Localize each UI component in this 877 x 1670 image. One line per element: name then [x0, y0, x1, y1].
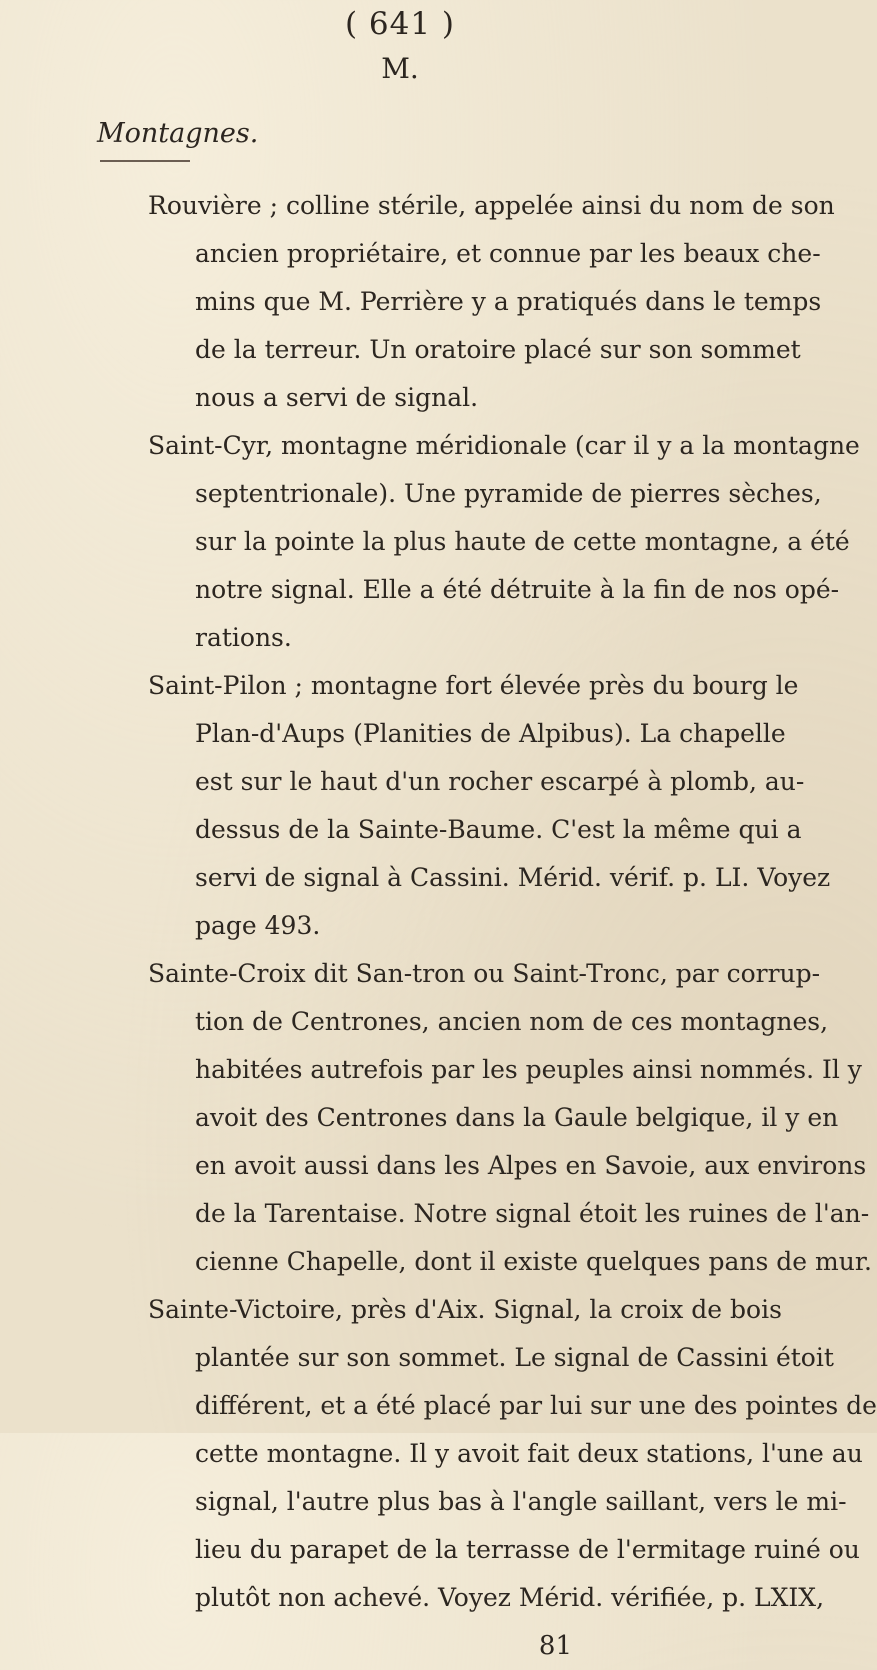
text-line: ancien propriétaire, et connue par les beaux che- — [195, 239, 821, 268]
text-line: signal, l'autre plus bas à l'angle saillant, vers le mi- — [195, 1487, 847, 1516]
text-line: de la terreur. Un oratoire placé sur son sommet — [195, 335, 801, 364]
text-line: rations. — [195, 623, 292, 652]
entry-rouviere — [0, 182, 835, 422]
text-line: servi de signal à Cassini. Mérid. vérif. p. LI. Voyez — [195, 863, 831, 892]
text-line: nous a servi de signal. — [195, 383, 479, 412]
text-line: notre signal. Elle a été détruite à la fin de nos opé- — [195, 575, 840, 604]
entries-list — [0, 182, 877, 1670]
text-line: Sainte-Croix dit San-tron ou Saint-Tronc, par corrup- — [148, 959, 821, 988]
text-line: Plan-d'Aups (Planities de Alpibus). La chapelle — [195, 719, 786, 748]
text-line: de la Tarentaise. Notre signal étoit les ruines de l'an- — [195, 1199, 870, 1228]
text-line: Rouvière ; colline stérile, appelée ainsi du nom de son — [148, 191, 835, 220]
text-line: cette montagne. Il y avoit fait deux stations, l'une au — [195, 1439, 863, 1468]
text-line: plutôt non achevé. Voyez Mérid. vérifiée, p. LXIX, — [195, 1583, 825, 1612]
entry-saint-pilon — [0, 662, 831, 950]
entry-sainte-victoire — [0, 1286, 877, 1622]
section-letter: M. — [381, 52, 419, 85]
text-line: habitées autrefois par les peuples ainsi nommés. Il y — [195, 1055, 862, 1084]
text-line: est sur le haut d'un rocher escarpé à plomb, au- — [195, 767, 805, 796]
running-head: Montagnes. — [97, 118, 259, 149]
text-line: plantée sur son sommet. Le signal de Cassini étoit — [195, 1343, 834, 1372]
text-line: différent, et a été placé par lui sur une des pointes de — [195, 1391, 877, 1420]
text-line: sur la pointe la plus haute de cette montagne, a été — [195, 527, 850, 556]
entry-sainte-croix — [0, 950, 873, 1286]
text-line: cienne Chapelle, dont il existe quelques pans de mur. — [195, 1247, 873, 1276]
text-line: Saint-Cyr, montagne méridionale (car il y a la montagne — [148, 431, 860, 460]
text-line: page 493. — [195, 911, 321, 940]
text-line: septentrionale). Une pyramide de pierres sèches, — [195, 479, 822, 508]
text-line: Saint-Pilon ; montagne fort élevée près du bourg le — [148, 671, 799, 700]
signature-mark: 81 — [538, 1631, 572, 1661]
text-line: dessus de la Sainte-Baume. C'est la même qui a — [195, 815, 802, 844]
text-line: lieu du parapet de la terrasse de l'ermitage ruiné ou — [195, 1535, 860, 1564]
header-rule — [100, 160, 190, 162]
page-number: ( 641 ) — [344, 6, 456, 42]
text-line: avoit des Centrones dans la Gaule belgique, il y en — [195, 1103, 839, 1132]
entry-saint-cyr — [0, 422, 860, 662]
text-line: tion de Centrones, ancien nom de ces montagnes, — [195, 1007, 829, 1036]
text-line: Sainte-Victoire, près d'Aix. Signal, la croix de bois — [148, 1295, 782, 1324]
text-line: mins que M. Perrière y a pratiqués dans le temps — [195, 287, 822, 316]
text-line: en avoit aussi dans les Alpes en Savoie, aux environs — [195, 1151, 867, 1180]
